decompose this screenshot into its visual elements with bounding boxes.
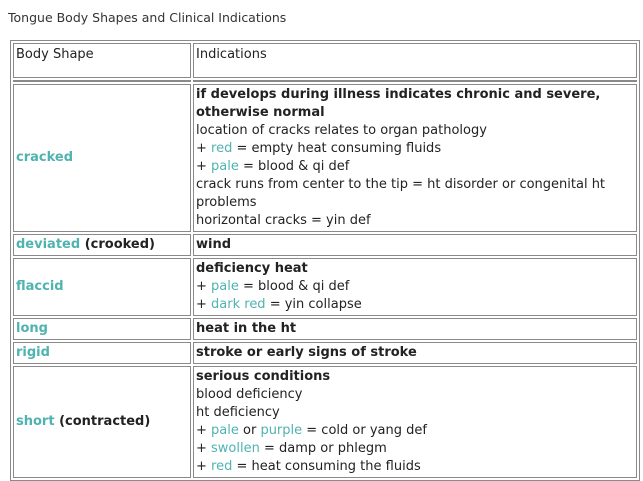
indication-line: ht deficiency [196, 405, 280, 420]
indication-line: horizontal cracks = yin def [196, 213, 371, 228]
indications-cell [193, 318, 637, 340]
shape-cell [13, 258, 191, 316]
shape-qualifier: (crooked) [80, 237, 155, 252]
shape-cell [13, 234, 191, 256]
table-row-flaccid [13, 258, 637, 316]
indications-cell [193, 84, 637, 232]
primary-indication: heat in the ht [196, 321, 297, 336]
color-term: dark red [211, 297, 266, 312]
color-term: pale [211, 159, 239, 174]
indication-line: + red = empty heat consuming fluids [196, 141, 442, 156]
indications-cell [193, 342, 637, 364]
indication-line: + pale = blood & qi def [196, 159, 350, 174]
shape-name: flaccid [16, 279, 64, 294]
shape-name: rigid [16, 345, 50, 360]
indications-cell [193, 366, 637, 478]
indication-line: + swollen = damp or phlegm [196, 441, 387, 456]
indications-table-wrapper [10, 40, 640, 481]
shape-name: cracked [16, 150, 74, 165]
color-term: red [211, 459, 233, 474]
primary-indication: deficiency heat [196, 261, 308, 276]
shape-cell [13, 342, 191, 364]
table-row-rigid [13, 342, 637, 364]
color-term: red [211, 141, 233, 156]
primary-indication: stroke or early signs of stroke [196, 345, 417, 360]
indication-line: crack runs from center to the tip = ht disorder or congenital ht problems [196, 177, 606, 210]
header-indications: Indications [193, 43, 637, 78]
primary-indication: serious conditions [196, 369, 331, 384]
indication-line: location of cracks relates to organ pathology [196, 123, 487, 138]
indications-table [10, 40, 640, 481]
indication-line: + red = heat consuming the fluids [196, 459, 421, 474]
color-term: purple [260, 423, 303, 438]
spacer-row [13, 80, 637, 82]
color-term: swollen [211, 441, 260, 456]
indication-line: + pale or purple = cold or yang def [196, 423, 427, 438]
indication-line: + pale = blood & qi def [196, 279, 350, 294]
indications-cell [193, 234, 637, 256]
table-row-deviated [13, 234, 637, 256]
table-row-cracked [13, 84, 637, 232]
header-row [13, 43, 637, 78]
shape-cell [13, 366, 191, 478]
primary-indication: wind [196, 237, 232, 252]
header-body-shape: Body Shape [13, 43, 191, 78]
shape-name: long [16, 321, 48, 336]
indication-line: blood deficiency [196, 387, 303, 402]
primary-indication: if develops during illness indicates chronic and severe, otherwise normal [196, 87, 601, 120]
indications-cell [193, 258, 637, 316]
shape-name: deviated [16, 237, 81, 252]
color-term: pale [211, 279, 239, 294]
table-row-long [13, 318, 637, 340]
color-term: pale [211, 423, 239, 438]
shape-qualifier: (contracted) [54, 414, 151, 429]
table-caption: Tongue Body Shapes and Clinical Indications [8, 10, 287, 25]
table-row-short [13, 366, 637, 478]
shape-cell [13, 318, 191, 340]
shape-cell [13, 84, 191, 232]
shape-name: short [16, 414, 55, 429]
indication-line: + dark red = yin collapse [196, 297, 362, 312]
